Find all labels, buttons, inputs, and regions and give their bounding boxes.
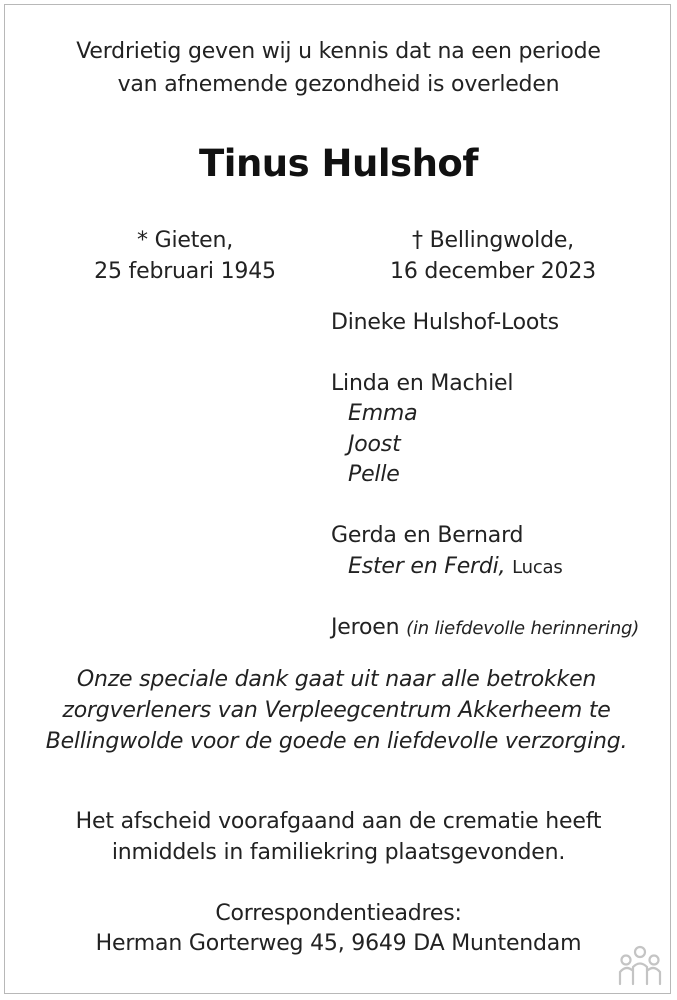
thanks-line-1: Onze speciale dank gaat uit naar alle betrokken [76, 667, 597, 692]
birth-date: 25 februari 1945 [94, 259, 276, 284]
thanks-line-3: Bellingwolde voor de goede en liefdevolle verzorging. [45, 729, 628, 754]
farewell-line-2: inmiddels in familiekring plaatsgevonden. [111, 840, 566, 865]
thanks-line-2: zorgverleners van Verpleegcentrum Akkerheem te [62, 698, 611, 723]
remembrance-note: (in liefdevolle herinnering) [406, 618, 640, 639]
intro-line-1: Verdrietig geven wij u kennis dat na een periode [76, 39, 601, 64]
grandchild-2: Joost [348, 432, 401, 457]
intro-line-2: van afnemende gezondheid is overleden [117, 72, 560, 97]
correspondence-label: Correspondentieadres: [215, 901, 462, 926]
child-2-name: Gerda en Bernard [331, 523, 524, 548]
child-1-name: Linda en Machiel [331, 371, 514, 396]
spouse-name: Dineke Hulshof-Loots [331, 310, 559, 335]
great-grandchild-name: Lucas [512, 557, 563, 578]
people-group-icon [617, 944, 663, 986]
birth-place: * Gieten, [137, 228, 233, 253]
death-place: † Bellingwolde, [412, 228, 574, 253]
grandchildren-names: Ester en Ferdi, [348, 554, 506, 579]
grandchild-1: Emma [348, 401, 418, 426]
correspondence-address: Herman Gorterweg 45, 9649 DA Muntendam [95, 931, 582, 956]
grandchild-3: Pelle [348, 462, 400, 487]
child-3-line [331, 613, 639, 644]
child-3-name: Jeroen [331, 615, 400, 640]
farewell-line-1: Het afscheid voorafgaand aan de crematie heeft [75, 809, 602, 834]
grandchild-line [348, 552, 563, 583]
death-date: 16 december 2023 [390, 259, 596, 284]
deceased-name: Tinus Hulshof [199, 142, 478, 185]
